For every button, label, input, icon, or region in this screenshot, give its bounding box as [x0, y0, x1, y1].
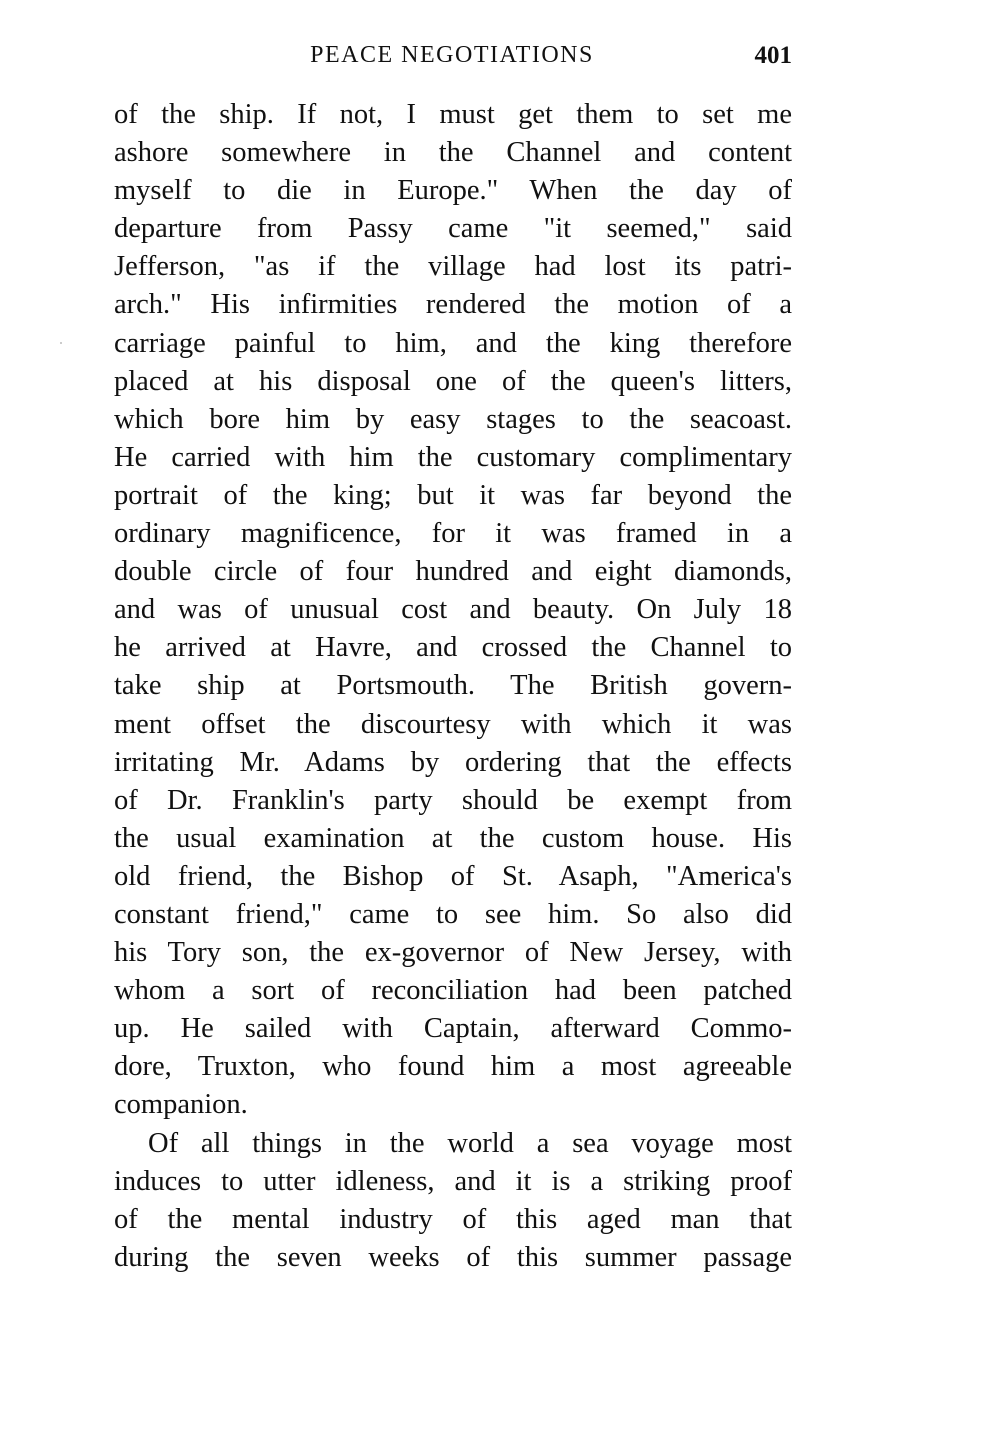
- paragraph-2: [114, 1125, 792, 1277]
- text-line: he arrived at Havre, and crossed the Channel to: [114, 632, 792, 664]
- text-line: He carried with him the customary complimentary: [114, 441, 792, 473]
- text-line: old friend, the Bishop of St. Asaph, "America's: [114, 860, 792, 892]
- running-head-title: PEACE NEGOTIATIONS: [310, 42, 594, 68]
- scan-speck: [60, 342, 62, 344]
- text-line: dore, Truxton, who found him a most agreeable: [114, 1051, 792, 1083]
- text-line: myself to die in Europe." When the day of: [114, 175, 792, 207]
- page-number: 401: [754, 42, 792, 69]
- text-line: take ship at Portsmouth. The British govern-: [114, 670, 792, 702]
- text-line: portrait of the king; but it was far beyond the: [114, 479, 792, 511]
- text-line: his Tory son, the ex-governor of New Jersey, with: [114, 937, 792, 969]
- text-line: whom a sort of reconciliation had been patched: [114, 975, 792, 1007]
- text-line: which bore him by easy stages to the seacoast.: [114, 403, 792, 435]
- text-line: of Dr. Franklin's party should be exempt from: [114, 784, 792, 816]
- text-line: arch." His infirmities rendered the motion of a: [114, 289, 792, 321]
- text-line: and was of unusual cost and beauty. On July 18: [114, 594, 792, 626]
- text-line: carriage painful to him, and the king therefore: [114, 327, 792, 359]
- text-line: ashore somewhere in the Channel and content: [114, 137, 792, 169]
- text-line: of the ship. If not, I must get them to set me: [114, 99, 792, 130]
- text-line: ment offset the discourtesy with which it was: [114, 708, 792, 740]
- text-line: constant friend," came to see him. So also did: [114, 898, 792, 930]
- text-line: placed at his disposal one of the queen's litters,: [114, 365, 792, 397]
- body-text: [114, 96, 792, 1277]
- text-line: ordinary magnificence, for it was framed in a: [114, 518, 792, 550]
- text-line: up. He sailed with Captain, afterward Commo-: [114, 1013, 792, 1045]
- text-line: the usual examination at the custom house. His: [114, 822, 792, 854]
- text-line: departure from Passy came "it seemed," said: [114, 213, 792, 245]
- text-line: Of all things in the world a sea voyage most: [148, 1127, 792, 1159]
- text-line: Jefferson, "as if the village had lost its patri-: [114, 251, 792, 283]
- text-line: companion.: [114, 1089, 248, 1121]
- paragraph-1: [114, 96, 792, 1125]
- text-line: of the mental industry of this aged man that: [114, 1203, 792, 1235]
- running-head: [112, 42, 792, 82]
- text-line: double circle of four hundred and eight diamonds,: [114, 556, 792, 588]
- text-line: induces to utter idleness, and it is a striking proof: [114, 1165, 792, 1197]
- text-line: during the seven weeks of this summer passage: [114, 1241, 792, 1273]
- text-line: irritating Mr. Adams by ordering that the effects: [114, 746, 792, 778]
